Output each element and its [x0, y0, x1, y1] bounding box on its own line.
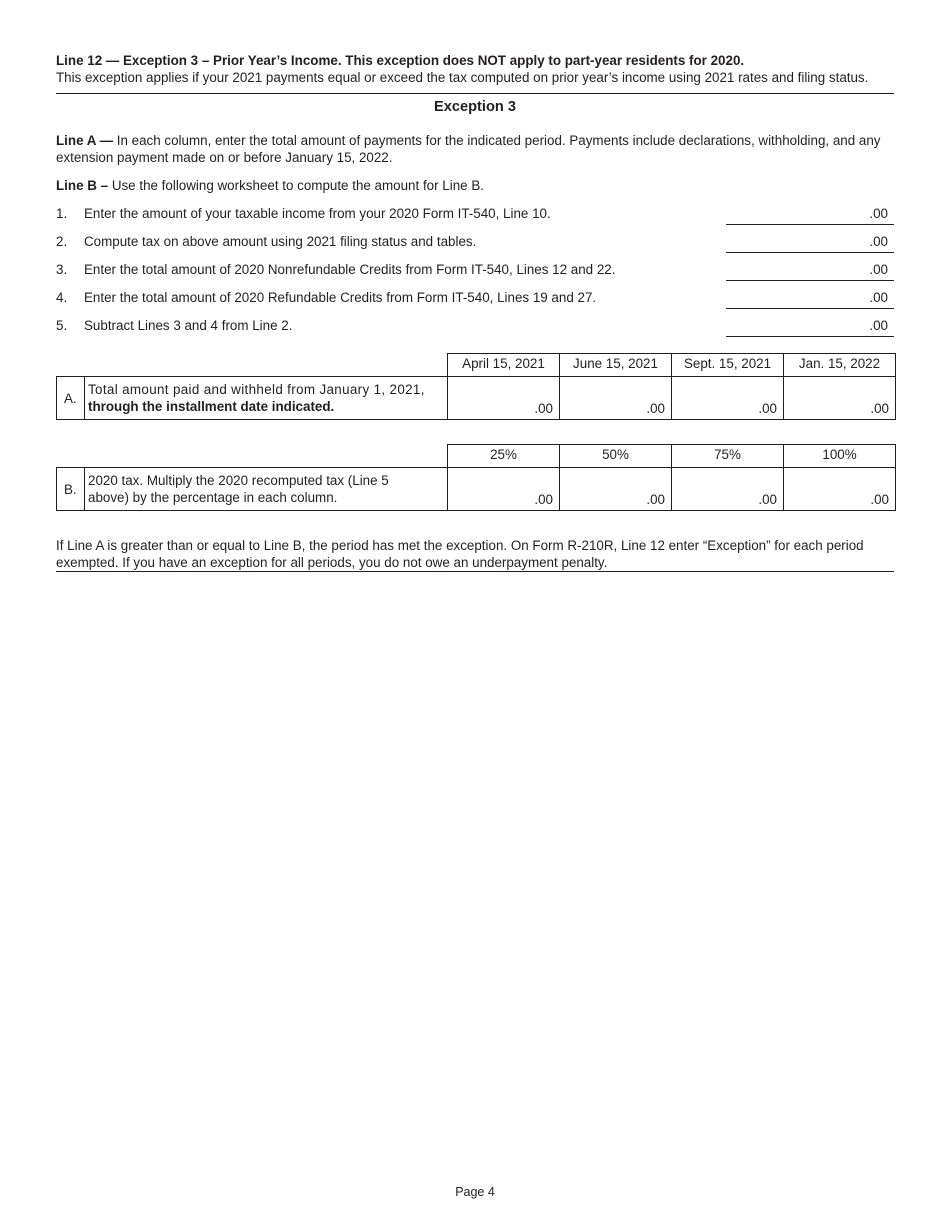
- table-b-amount-value: .00: [646, 491, 665, 507]
- table-b-amount-input[interactable]: [447, 467, 560, 511]
- divider: [56, 93, 894, 94]
- table-b-header-2: 50%: [559, 444, 672, 468]
- table-b-header-3: 75%: [671, 444, 784, 468]
- table-b-header-4: 100%: [783, 444, 896, 468]
- line-b-instructions: [56, 177, 894, 194]
- table-a-amount-value: .00: [534, 400, 553, 416]
- table-a-amount-input[interactable]: [447, 376, 560, 420]
- worksheet-line-text: Enter the amount of your taxable income from your 2020 Form IT-540, Line 10.: [84, 206, 551, 221]
- worksheet-line-number: 1.: [56, 206, 68, 221]
- worksheet-line-number: 2.: [56, 234, 68, 249]
- table-b-amount-value: .00: [870, 491, 889, 507]
- table-a-row-letter-cell: [56, 376, 85, 420]
- worksheet-amount-value: .00: [869, 206, 888, 221]
- table-a-row-description-cell: [84, 376, 448, 420]
- section-heading: Line 12 — Exception 3 – Prior Year’s Income. This exception does NOT apply to part-year residents for 2020.: [56, 53, 745, 68]
- table-a-amount-value: .00: [758, 400, 777, 416]
- worksheet-line-text: Enter the total amount of 2020 Nonrefundable Credits from Form IT-540, Lines 12 and 22.: [84, 262, 616, 277]
- worksheet-row: [56, 205, 894, 225]
- line-b-label: Line B –: [56, 178, 109, 193]
- line-a-text: In each column, enter the total amount of payments for the indicated period. Payments include declarations, withholding, and any extension payment made on or before January 15, 2022.: [56, 133, 881, 166]
- table-b-amount-value: .00: [758, 491, 777, 507]
- table-a-header-3: Sept. 15, 2021: [671, 353, 784, 377]
- worksheet-amount-field[interactable]: [726, 205, 894, 225]
- worksheet-amount-value: .00: [869, 234, 888, 249]
- worksheet-row: [56, 261, 894, 281]
- worksheet-line-number: 4.: [56, 290, 68, 305]
- table-b-row-description-cell: [84, 467, 448, 511]
- worksheet-amount-field[interactable]: [726, 317, 894, 337]
- table-b-row-description-line-2: above) by the percentage in each column.: [88, 490, 338, 505]
- worksheet-amount-value: .00: [869, 318, 888, 333]
- section-subtitle: This exception applies if your 2021 payments equal or exceed the tax computed on prior year’s income using 2021 rates and filing status.: [56, 70, 869, 86]
- table-a-amount-value: .00: [646, 400, 665, 416]
- exception-title: Exception 3: [434, 99, 516, 115]
- worksheet-line-text: Subtract Lines 3 and 4 from Line 2.: [84, 318, 293, 333]
- table-a-header-1: April 15, 2021: [447, 353, 560, 377]
- worksheet-row: [56, 233, 894, 253]
- table-b-header-1: 25%: [447, 444, 560, 468]
- worksheet-line-number: 3.: [56, 262, 68, 277]
- table-a-amount-input[interactable]: [783, 376, 896, 420]
- worksheet-line-text: Compute tax on above amount using 2021 filing status and tables.: [84, 234, 477, 249]
- line-b-text: Use the following worksheet to compute the amount for Line B.: [108, 178, 484, 193]
- table-b-row-letter-cell: [56, 467, 85, 511]
- table-b-amount-input[interactable]: [671, 467, 784, 511]
- closing-instructions: If Line A is greater than or equal to Line B, the period has met the exception. On Form R-210R, Line 12 enter “Exception” for each period exempted. If you have an exception for all periods, you do not owe an underpayment penalty.: [56, 538, 864, 571]
- table-b-amount-input[interactable]: [559, 467, 672, 511]
- worksheet-amount-field[interactable]: [726, 289, 894, 309]
- table-b-amount-input[interactable]: [783, 467, 896, 511]
- table-a-amount-input[interactable]: [559, 376, 672, 420]
- table-b-row-description-line-1: 2020 tax. Multiply the 2020 recomputed tax (Line 5: [88, 473, 389, 488]
- worksheet-row: [56, 317, 894, 337]
- line-a-instructions: [56, 132, 894, 167]
- worksheet-amount-field[interactable]: [726, 261, 894, 281]
- worksheet-line-number: 5.: [56, 318, 68, 333]
- table-a-row-letter: A.: [64, 391, 77, 406]
- bottom-divider: [56, 571, 894, 572]
- page-number: Page 4: [455, 1185, 495, 1199]
- table-a-amount-value: .00: [870, 400, 889, 416]
- worksheet-line-text: Enter the total amount of 2020 Refundable Credits from Form IT-540, Lines 19 and 27.: [84, 290, 597, 305]
- worksheet-amount-value: .00: [869, 290, 888, 305]
- table-a-row-description-line-2: through the installment date indicated.: [88, 399, 335, 414]
- table-a-header-4: Jan. 15, 2022: [783, 353, 896, 377]
- worksheet-amount-value: .00: [869, 262, 888, 277]
- table-a-row-description-line-1: Total amount paid and withheld from January 1, 2021,: [88, 382, 425, 397]
- table-b-amount-value: .00: [534, 491, 553, 507]
- table-a-amount-input[interactable]: [671, 376, 784, 420]
- worksheet-row: [56, 289, 894, 309]
- worksheet-amount-field[interactable]: [726, 233, 894, 253]
- table-a-header-2: June 15, 2021: [559, 353, 672, 377]
- line-a-label: Line A —: [56, 133, 114, 148]
- table-b-row-letter: B.: [64, 482, 77, 497]
